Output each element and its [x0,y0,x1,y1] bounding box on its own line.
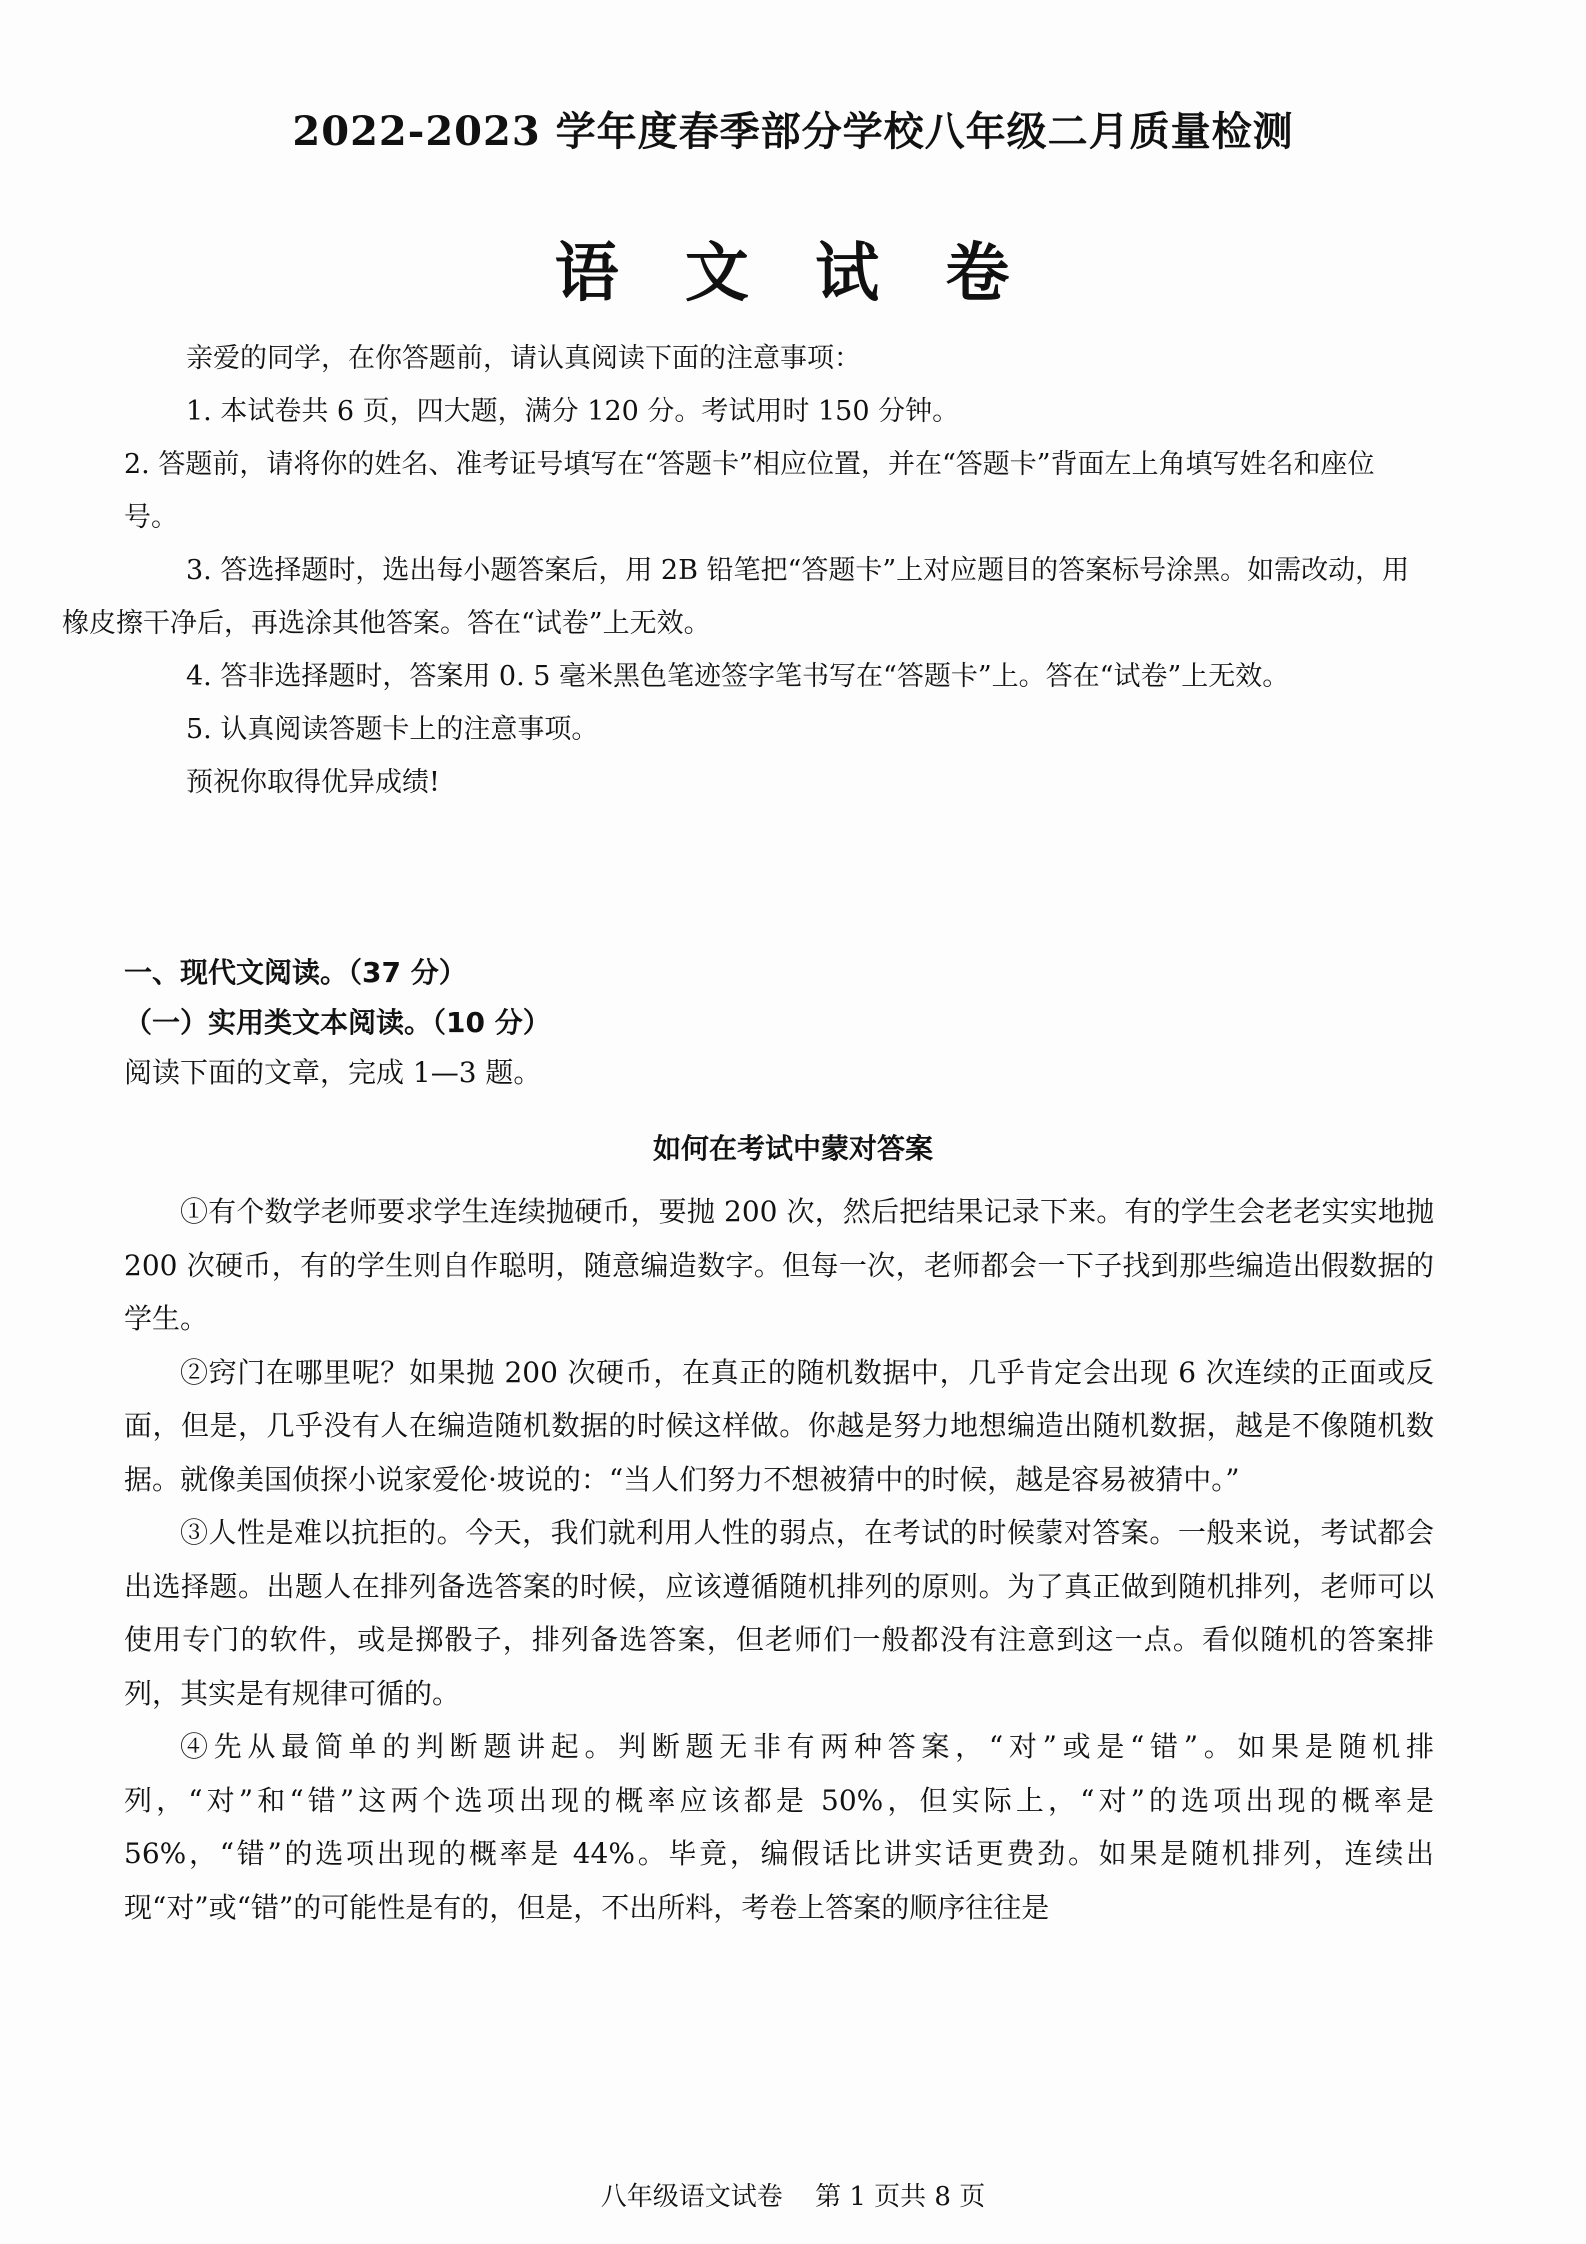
section-instruction: 阅读下面的文章，完成 1—3 题。 [124,1056,542,1089]
article-paragraph: ②窍门在哪里呢？如果抛 200 次硬币，在真正的随机数据中，几乎肯定会出现 6 次连续的正面或反面，但是，几乎没有人在编造随机数据的时候这样做。你越是努力地想编造出随机数据，越是不像随机数据。就像美国侦探小说家爱伦·坡说的：“当人们努力不想被猜中的时候，越是容易被猜中。” [124,1355,1434,1496]
notice-item: 1. 本试卷共 6 页，四大题，满分 120 分。考试用时 150 分钟。 [186,396,960,427]
notice-item: 3. 答选择题时，选出每小题答案后，用 2B 铅笔把“答题卡”上对应题目的答案标号涂黑。如需改动，用橡皮擦干净后，再选涂其他答案。答在“试卷”上无效。 [62,555,1410,639]
subject-title: 语 文 试 卷 [554,236,1032,311]
footer-subject: 八年级语文试卷 [600,2182,783,2212]
notice-greeting: 亲爱的同学，在你答题前，请认真阅读下面的注意事项： [186,343,861,374]
exam-title: 2022-2023 学年度春季部分学校八年级二月质量检测 [292,108,1294,155]
footer-page-number: 第 1 页共 8 页 [815,2182,986,2212]
article-paragraph: ④先从最简单的判断题讲起。判断题无非有两种答案，“对”或是“错”。如果是随机排列，“对”和“错”这两个选项出现的概率应该都是 50%，但实际上，“对”的选项出现的概率是 56%，“错”的选项出现的概率是 44%。毕竟，编假话比讲实话更费劲。如果是随机排列，连续出现“对”或“错”的可能性是有的，但是，不出所料，考卷上答案的顺序往往是 [124,1730,1434,1924]
notice-block [62,332,1414,809]
notice-item: 5. 认真阅读答题卡上的注意事项。 [186,714,599,745]
section-subheading: （一）实用类文本阅读。（10 分） [124,1006,551,1039]
article-title: 如何在考试中蒙对答案 [652,1132,933,1165]
section-heading: 一、现代文阅读。（37 分） [124,956,467,989]
section-one [124,948,1444,1098]
article-body [124,1185,1434,1934]
article-paragraph: ③人性是难以抗拒的。今天，我们就利用人性的弱点，在考试的时候蒙对答案。一般来说，考试都会出选择题。出题人在排列备选答案的时候，应该遵循随机排列的原则。为了真正做到随机排列，老师可以使用专门的软件，或是掷骰子，排列备选答案，但老师们一般都没有注意到这一点。看似随机的答案排列，其实是有规律可循的。 [124,1516,1434,1710]
notice-item: 2. 答题前，请将你的姓名、准考证号填写在“答题卡”相应位置，并在“答题卡”背面左上角填写姓名和座位号。 [124,449,1375,533]
article-paragraph: ①有个数学老师要求学生连续抛硬币，要抛 200 次，然后把结果记录下来。有的学生会老老实实地抛 200 次硬币，有的学生则自作聪明，随意编造数字。但每一次，老师都会一下子找到那些编造出假数据的学生。 [124,1195,1434,1335]
notice-item: 4. 答非选择题时，答案用 0. 5 毫米黑色笔迹签字笔书写在“答题卡”上。答在“试卷”上无效。 [186,661,1290,692]
notice-wish: 预祝你取得优异成绩! [186,767,440,798]
page-footer [0,2176,1586,2213]
